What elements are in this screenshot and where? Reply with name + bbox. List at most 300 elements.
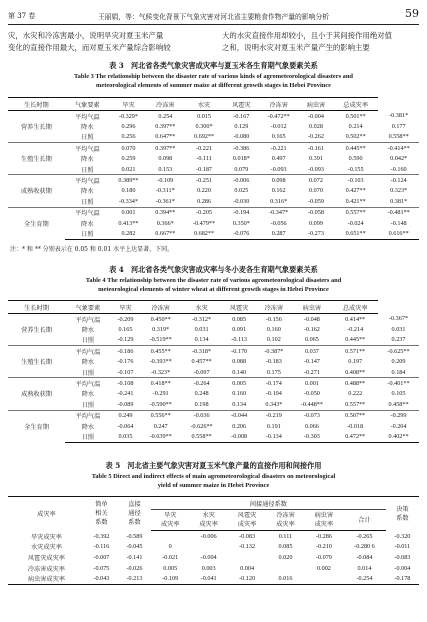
value-cell: -0.004 bbox=[394, 564, 411, 572]
indirect-sub-header: 水灾 成灾率 bbox=[189, 510, 227, 531]
value-cell: 0.421** bbox=[345, 197, 366, 205]
value-cell: -0.214 bbox=[347, 326, 364, 334]
column-header: 冷冻害 bbox=[258, 98, 299, 111]
value-cell: 0.140 bbox=[232, 368, 247, 376]
value-cell: 0.497 bbox=[271, 155, 286, 163]
value-cell: 0.402** bbox=[378, 431, 419, 442]
value-cell: 0.350* bbox=[232, 219, 250, 227]
growth-period-cell: 全生育期 bbox=[8, 207, 65, 239]
factor-cell: 旱灾成灾率 bbox=[30, 533, 62, 541]
value-cell: 0.472** bbox=[332, 431, 378, 442]
factor-cell: 病虫害成灾率 bbox=[8, 573, 85, 584]
table-row bbox=[8, 421, 419, 431]
left-line: 变化的直接作用最大，而对夏玉米产量综合影响较 bbox=[8, 43, 171, 52]
value-cell: 0.001 bbox=[110, 207, 147, 218]
value-cell: 0.445** bbox=[333, 143, 378, 154]
value-cell: -0.148 bbox=[390, 219, 407, 227]
value-cell: 0.343* bbox=[265, 400, 283, 408]
value-cell: 0.391 bbox=[309, 155, 323, 163]
value-cell: 0.162 bbox=[271, 187, 286, 195]
value-cell: 0.020 bbox=[278, 553, 293, 561]
value-cell: -0.160 bbox=[390, 165, 407, 173]
value-cell: 0.184 bbox=[391, 368, 406, 376]
value-cell: -0.161 bbox=[299, 143, 333, 154]
value-cell: 0.418** bbox=[140, 378, 181, 389]
value-cell: -0.104 bbox=[265, 390, 282, 398]
table5-title-en bbox=[20, 472, 407, 490]
value-cell: -0.124 bbox=[378, 175, 419, 186]
value-cell: 0.389** bbox=[110, 175, 147, 186]
table5-title-cn: 表 5 河北省主要气象灾害对夏玉米气象产量的直接作用和间接作用 bbox=[105, 461, 322, 470]
value-cell: -0.299 bbox=[378, 410, 419, 421]
growth-period-cell: 营养生长期 bbox=[21, 327, 52, 335]
right-column bbox=[222, 30, 419, 54]
value-cell: -0.043 bbox=[85, 573, 118, 584]
element-cell: 降水 bbox=[81, 220, 94, 228]
column-header: 冷冻害 bbox=[147, 98, 184, 111]
value-cell: 0.070 bbox=[309, 187, 323, 195]
column-header: 冷冻害 bbox=[140, 301, 181, 314]
value-cell: -0.194 bbox=[224, 207, 258, 218]
element-cell: 降水 bbox=[81, 327, 95, 335]
value-cell: -0.004 bbox=[200, 553, 217, 561]
value-cell: 0.175 bbox=[266, 368, 281, 376]
value-cell: -0.021 bbox=[162, 553, 179, 561]
value-cell: 0.488** bbox=[332, 378, 378, 389]
column-header: 旱灾 bbox=[110, 98, 147, 111]
value-cell: -0.044 bbox=[222, 410, 256, 421]
value-cell: -0.262 bbox=[307, 133, 324, 141]
column-header: 风雹灾 bbox=[224, 98, 258, 111]
indirect-sub-header: 合计 bbox=[343, 510, 386, 531]
value-cell: 0.414** bbox=[345, 315, 366, 323]
running-header bbox=[8, 7, 419, 25]
left-line: 灾，水灾和冷冻害最小，说明旱灾对夏玉米产量 bbox=[8, 31, 164, 40]
value-cell: -0.006 bbox=[200, 532, 217, 540]
value-cell: -0.178 bbox=[386, 573, 419, 584]
value-cell: -0.162 bbox=[303, 326, 320, 334]
value-cell: 0.065 bbox=[304, 336, 319, 344]
element-cell: 平均气温 bbox=[65, 175, 110, 186]
value-cell: -0.186 bbox=[111, 346, 140, 357]
table-row bbox=[8, 143, 419, 154]
value-cell: 0.165 bbox=[271, 133, 286, 141]
value-cell: 0.616** bbox=[378, 228, 419, 239]
table3-title-en bbox=[20, 72, 407, 90]
value-cell: -0.129 bbox=[117, 336, 134, 344]
indirect-path-header: 间接通径系数 bbox=[151, 497, 386, 510]
factor-cell: 冷冻害成灾率 bbox=[27, 565, 65, 573]
value-cell: -0.018 bbox=[347, 422, 364, 430]
value-cell: -0.251 bbox=[184, 175, 225, 186]
value-cell: -0.089 bbox=[117, 400, 134, 408]
table-row bbox=[8, 228, 419, 239]
value-cell: 0.072 bbox=[299, 175, 333, 186]
table4-number: 4 bbox=[102, 277, 106, 284]
value-cell: 0.256 bbox=[121, 133, 136, 141]
value-cell: 0.134 bbox=[194, 336, 209, 344]
value-cell: 0.180 bbox=[121, 187, 136, 195]
indirect-sub-header: 冷冻害 成灾率 bbox=[266, 510, 304, 531]
value-cell: -0.120 bbox=[228, 573, 266, 584]
value-cell: -0.024 bbox=[347, 219, 364, 227]
value-cell: -0.030 bbox=[233, 197, 250, 205]
value-cell: -0.058 bbox=[299, 207, 333, 218]
value-cell: 0.667** bbox=[147, 228, 184, 239]
table-row bbox=[8, 132, 419, 143]
indirect-sub-header: 病虫害 成灾率 bbox=[305, 510, 343, 531]
value-cell bbox=[228, 552, 266, 563]
value-cell: -0.116 bbox=[93, 543, 110, 551]
table-row bbox=[8, 218, 419, 228]
value-cell: -0.210 bbox=[315, 543, 332, 551]
value-cell: 0.160 bbox=[232, 390, 247, 398]
value-cell: -0.323* bbox=[151, 368, 171, 376]
table-row bbox=[8, 154, 419, 164]
table3-number: 3 bbox=[90, 73, 94, 80]
value-cell: 0.287 bbox=[258, 228, 299, 239]
value-cell: 0.102 bbox=[266, 336, 281, 344]
value-cell: 0.002 bbox=[316, 564, 331, 572]
value-cell: 0.177 bbox=[391, 123, 406, 131]
value-cell: -0.334* bbox=[118, 197, 138, 205]
element-cell: 平均气温 bbox=[65, 378, 111, 389]
element-cell: 平均气温 bbox=[65, 410, 111, 421]
table-row bbox=[8, 389, 419, 399]
value-cell: -0.219 bbox=[256, 410, 291, 421]
table3-title-en-line2: meteorological elements of summer maize at different growth stages in Hebei Province bbox=[96, 82, 331, 89]
value-cell: -0.318* bbox=[181, 346, 222, 357]
table-row bbox=[8, 186, 419, 196]
table5-number: 5 bbox=[108, 473, 112, 480]
value-cell: 0.427** bbox=[345, 187, 366, 195]
value-cell: 0.160 bbox=[266, 326, 281, 334]
value-cell: -0.050 bbox=[303, 390, 320, 398]
value-cell: -0.311* bbox=[155, 187, 175, 195]
value-cell: -0.011 bbox=[394, 543, 411, 551]
value-cell: -0.291 bbox=[152, 390, 169, 398]
value-cell: -0.187 bbox=[196, 165, 213, 173]
element-cell: 日照 bbox=[81, 134, 94, 142]
value-cell: -0.286 bbox=[315, 532, 332, 540]
value-cell: 0.319* bbox=[152, 326, 170, 334]
value-cell: 0.286 bbox=[197, 197, 211, 205]
value-cell: 0.035 bbox=[111, 431, 140, 442]
right-line: 之和，说明水灾对夏玉米产量产生的影响主要 bbox=[222, 43, 370, 52]
value-cell: -0.174 bbox=[256, 378, 291, 389]
element-cell: 日照 bbox=[81, 198, 94, 206]
growth-period-cell: 营养生长期 bbox=[20, 124, 52, 132]
value-cell: -0.007 bbox=[93, 553, 110, 561]
element-cell: 日照 bbox=[65, 431, 111, 442]
value-cell: -0.036 bbox=[181, 410, 222, 421]
value-cell: -0.045 bbox=[126, 543, 143, 551]
value-cell: -0.107 bbox=[117, 368, 134, 376]
value-cell: -0.075 bbox=[93, 564, 110, 572]
element-cell: 平均气温 bbox=[65, 346, 111, 357]
table3 bbox=[8, 97, 419, 240]
value-cell: 0.692** bbox=[193, 133, 215, 141]
value-cell: -0.320 bbox=[394, 532, 411, 540]
value-cell: -0.113 bbox=[231, 336, 248, 344]
value-cell: -0.109 bbox=[147, 175, 184, 186]
value-cell: 0.005 bbox=[163, 564, 178, 572]
element-cell: 日照 bbox=[81, 166, 94, 174]
table3-title-cn: 表 3 河北省各类气象灾害成灾率与夏玉米各生育期气象要素关系 bbox=[109, 61, 318, 70]
value-cell: -0.048 bbox=[303, 315, 320, 323]
value-cell: 0.220 bbox=[197, 187, 211, 195]
table-row bbox=[8, 552, 419, 563]
value-cell: 0.209 bbox=[391, 358, 406, 366]
value-cell: -0.012 bbox=[270, 123, 287, 131]
value-cell: 0.037 bbox=[291, 346, 332, 357]
value-cell: -0.221 bbox=[258, 143, 299, 154]
value-cell: 0.558** bbox=[388, 133, 409, 141]
table5 bbox=[8, 496, 419, 585]
value-cell: 0.556** bbox=[140, 410, 181, 421]
value-cell: 0.129 bbox=[234, 123, 249, 131]
element-cell: 降水 bbox=[81, 423, 95, 431]
value-cell: 0.450** bbox=[150, 315, 171, 323]
value-cell: 0.237 bbox=[391, 336, 406, 344]
value-cell: 0.651** bbox=[333, 228, 378, 239]
value-cell: -0.401** bbox=[378, 378, 419, 389]
value-cell: 0.300* bbox=[195, 123, 213, 131]
value-cell: -0.205 bbox=[184, 207, 225, 218]
value-cell: -0.273 bbox=[299, 228, 333, 239]
value-cell: 0.031 bbox=[194, 326, 209, 334]
table-row bbox=[8, 346, 419, 357]
element-cell: 降水 bbox=[81, 124, 94, 132]
value-cell: -0.167 bbox=[233, 112, 250, 120]
value-cell: 0.001 bbox=[291, 378, 332, 389]
table-row bbox=[8, 378, 419, 389]
table5-title-en-line1: Direct and indirect effects of main agrometeorological disasters on meteorological bbox=[113, 473, 336, 480]
value-cell: -0.141 bbox=[126, 553, 143, 561]
table-row bbox=[8, 367, 419, 378]
column-header: 病虫害 bbox=[299, 98, 333, 111]
value-cell: 0.153 bbox=[158, 165, 173, 173]
value-cell: -0.026 bbox=[126, 564, 143, 572]
value-cell: -0.254 bbox=[343, 573, 386, 584]
value-cell: -0.156 bbox=[265, 315, 282, 323]
value-cell: 0.191 bbox=[266, 422, 281, 430]
value-cell: -0.093 bbox=[307, 165, 324, 173]
value-cell: -0.303 bbox=[291, 431, 332, 442]
value-cell bbox=[151, 531, 189, 542]
direct-path-header: 直接 通径 系数 bbox=[118, 497, 151, 531]
value-cell: -0.329* bbox=[118, 112, 138, 120]
element-cell: 降水 bbox=[81, 156, 94, 164]
value-cell: -0.221 bbox=[184, 143, 225, 154]
element-cell: 日照 bbox=[65, 228, 110, 239]
table-row bbox=[8, 531, 419, 542]
table-row bbox=[8, 410, 419, 421]
value-cell: 0.502** bbox=[345, 133, 366, 141]
value-cell: -0.312* bbox=[192, 315, 212, 323]
value-cell bbox=[305, 573, 343, 584]
value-cell: -0.625** bbox=[378, 346, 419, 357]
growth-period-cell: 生殖生长期 bbox=[8, 346, 65, 378]
table-row bbox=[8, 335, 419, 346]
value-cell: 0.397** bbox=[155, 123, 176, 131]
decision-coef-header: 决策 系数 bbox=[386, 497, 419, 531]
value-cell: -0.381* bbox=[389, 112, 409, 120]
table-row bbox=[8, 207, 419, 218]
table-row bbox=[8, 573, 419, 584]
value-cell: 0.134 bbox=[232, 400, 247, 408]
value-cell: -0.414** bbox=[378, 143, 419, 154]
table4-title-en bbox=[20, 276, 407, 294]
value-cell: -0.111 bbox=[196, 155, 212, 163]
value-cell: -0.519** bbox=[149, 336, 172, 344]
value-cell: 0.021 bbox=[121, 165, 136, 173]
growth-period-cell: 全生育期 bbox=[8, 410, 65, 442]
column-header: 生长时期 bbox=[8, 98, 65, 111]
value-cell: 0.457** bbox=[191, 358, 212, 366]
value-cell: 0.111 bbox=[278, 532, 293, 540]
value-cell: 0.316* bbox=[270, 197, 288, 205]
value-cell: 0.003 bbox=[201, 564, 216, 572]
element-cell: 平均气温 bbox=[65, 207, 110, 218]
factor-header: 成灾率 bbox=[8, 497, 85, 531]
value-cell: 0.501** bbox=[345, 112, 366, 120]
value-cell: -0.097 bbox=[193, 368, 210, 376]
value-cell: 0.088 bbox=[232, 358, 247, 366]
value-cell: -0.639** bbox=[140, 431, 181, 442]
value-cell: -0.472** bbox=[267, 112, 290, 120]
value-cell bbox=[189, 542, 227, 553]
value-cell: -0.213 bbox=[118, 573, 151, 584]
table-row bbox=[8, 121, 419, 131]
value-cell: -0.241 bbox=[117, 390, 134, 398]
value-cell: -0.076 bbox=[224, 228, 258, 239]
value-cell: 0.025 bbox=[234, 187, 249, 195]
value-cell: 0.507** bbox=[332, 410, 378, 421]
left-column bbox=[8, 30, 213, 54]
value-cell: -0.084 bbox=[356, 553, 373, 561]
value-cell: 0.445** bbox=[345, 336, 366, 344]
column-header: 气象要素 bbox=[65, 98, 110, 111]
value-cell: -0.347* bbox=[258, 207, 299, 218]
value-cell: 0.247 bbox=[153, 422, 168, 430]
value-cell: -0.176 bbox=[117, 358, 134, 366]
table5-title-en-line2: yield of summer maize in Hebei Province bbox=[157, 482, 270, 489]
value-cell: 0.004 bbox=[240, 564, 255, 572]
column-header: 生长时期 bbox=[8, 301, 65, 314]
column-header: 旱灾 bbox=[111, 301, 140, 314]
value-cell: -0.041 bbox=[189, 573, 227, 584]
element-cell: 平均气温 bbox=[74, 113, 100, 121]
right-line: 大的水灾直接作用却较小，且小于其间接作用绝对值 bbox=[222, 31, 392, 40]
value-cell: -0.367* bbox=[388, 315, 409, 323]
value-cell: 0.248 bbox=[194, 390, 209, 398]
value-cell: 0.413** bbox=[118, 219, 139, 227]
value-cell: 0.214 bbox=[348, 123, 363, 131]
running-title: 王丽娟，等：气候变化背景下气象灾害对河北省主要粮食作物产量的影响分析 bbox=[97, 13, 330, 21]
value-cell: -0.134 bbox=[256, 431, 291, 442]
table-row bbox=[8, 196, 419, 207]
value-cell: -0.361* bbox=[155, 197, 175, 205]
element-cell: 平均气温 bbox=[75, 316, 101, 324]
value-cell bbox=[266, 563, 304, 574]
column-header: 气象要素 bbox=[65, 301, 111, 314]
table4-title-en-line1: The relationship between the disaster rate of various agrometeorological disasters and bbox=[107, 277, 342, 284]
value-cell: 0.455** bbox=[140, 346, 181, 357]
value-cell: -0.387* bbox=[256, 346, 291, 357]
growth-period-cell: 成熟收获期 bbox=[8, 175, 65, 207]
value-cell: -0.271 bbox=[303, 368, 320, 376]
table-row bbox=[8, 314, 419, 325]
value-cell: -0.386 bbox=[224, 143, 258, 154]
value-cell: 0.091 bbox=[232, 326, 247, 334]
value-cell: 0.042* bbox=[390, 155, 408, 163]
table3-title-en-line1: The relationship between the disaster rate of various kinds of agrometeorological disasters and bbox=[95, 73, 353, 80]
value-cell: -0.093 bbox=[270, 165, 287, 173]
value-cell: 0.394** bbox=[147, 207, 184, 218]
table-row bbox=[8, 431, 419, 442]
element-cell: 平均气温 bbox=[65, 143, 110, 154]
value-cell: 0.085 bbox=[232, 315, 247, 323]
column-header: 风雹灾 bbox=[222, 301, 256, 314]
value-cell: 0.016 bbox=[266, 573, 304, 584]
growth-period-cell: 成熟收获期 bbox=[8, 378, 65, 410]
column-header: 水灾 bbox=[181, 301, 222, 314]
table4-label: Table bbox=[85, 277, 101, 284]
value-cell: 0.070 bbox=[110, 143, 147, 154]
table-row bbox=[8, 164, 419, 175]
value-cell: -0.209 bbox=[117, 315, 134, 323]
value-cell: -0.108 bbox=[111, 378, 140, 389]
value-cell: -0.080 bbox=[233, 133, 250, 141]
value-cell: -0.083 bbox=[394, 553, 411, 561]
table-row bbox=[8, 399, 419, 410]
indirect-sub-header: 风雹灾 成灾率 bbox=[228, 510, 266, 531]
factor-cell: 风雹灾成灾率 bbox=[27, 554, 65, 562]
value-cell: 0.222 bbox=[348, 390, 363, 398]
value-cell: -0.083 bbox=[239, 532, 256, 540]
value-cell: 0.098 bbox=[258, 175, 299, 186]
element-cell: 日照 bbox=[81, 401, 95, 409]
table4-title-cn: 表 4 河北省各类气象灾害成灾率与冬小麦各生育期气象要素关系 bbox=[109, 265, 318, 274]
value-cell: -0.008 bbox=[222, 431, 256, 442]
value-cell: 0.066 bbox=[304, 422, 319, 430]
value-cell: 0.296 bbox=[121, 123, 136, 131]
value-cell: 0.558** bbox=[181, 431, 222, 442]
value-cell: 0.206 bbox=[232, 422, 247, 430]
indirect-sub-header: 旱灾 成灾率 bbox=[151, 510, 189, 531]
value-cell: 0.079 bbox=[234, 165, 249, 173]
value-cell: 0 bbox=[168, 543, 172, 551]
value-cell: -0.626** bbox=[190, 422, 213, 430]
element-cell: 降水 bbox=[81, 359, 95, 367]
value-cell: 0.028 bbox=[309, 123, 323, 131]
value-cell: -0.589 bbox=[126, 532, 143, 540]
value-cell: 0.105 bbox=[391, 390, 406, 398]
column-header: 总成灾率 bbox=[333, 98, 378, 111]
value-cell: -0.073 bbox=[291, 410, 332, 421]
table4-title-en-line2: meteorological elements of winter wheat at different growth stages in Hebei Province bbox=[98, 286, 329, 293]
value-cell: -0.004 bbox=[307, 112, 324, 120]
value-cell: -0.059 bbox=[307, 197, 324, 205]
value-cell: -0.183 bbox=[265, 358, 282, 366]
value-cell: 0.165 bbox=[118, 326, 133, 334]
value-cell: -0.392 bbox=[93, 532, 110, 540]
value-cell: 0.381* bbox=[390, 197, 408, 205]
value-cell: 0.031 bbox=[391, 326, 406, 334]
value-cell: -0.006 bbox=[224, 175, 258, 186]
value-cell: -0.479** bbox=[192, 219, 216, 227]
